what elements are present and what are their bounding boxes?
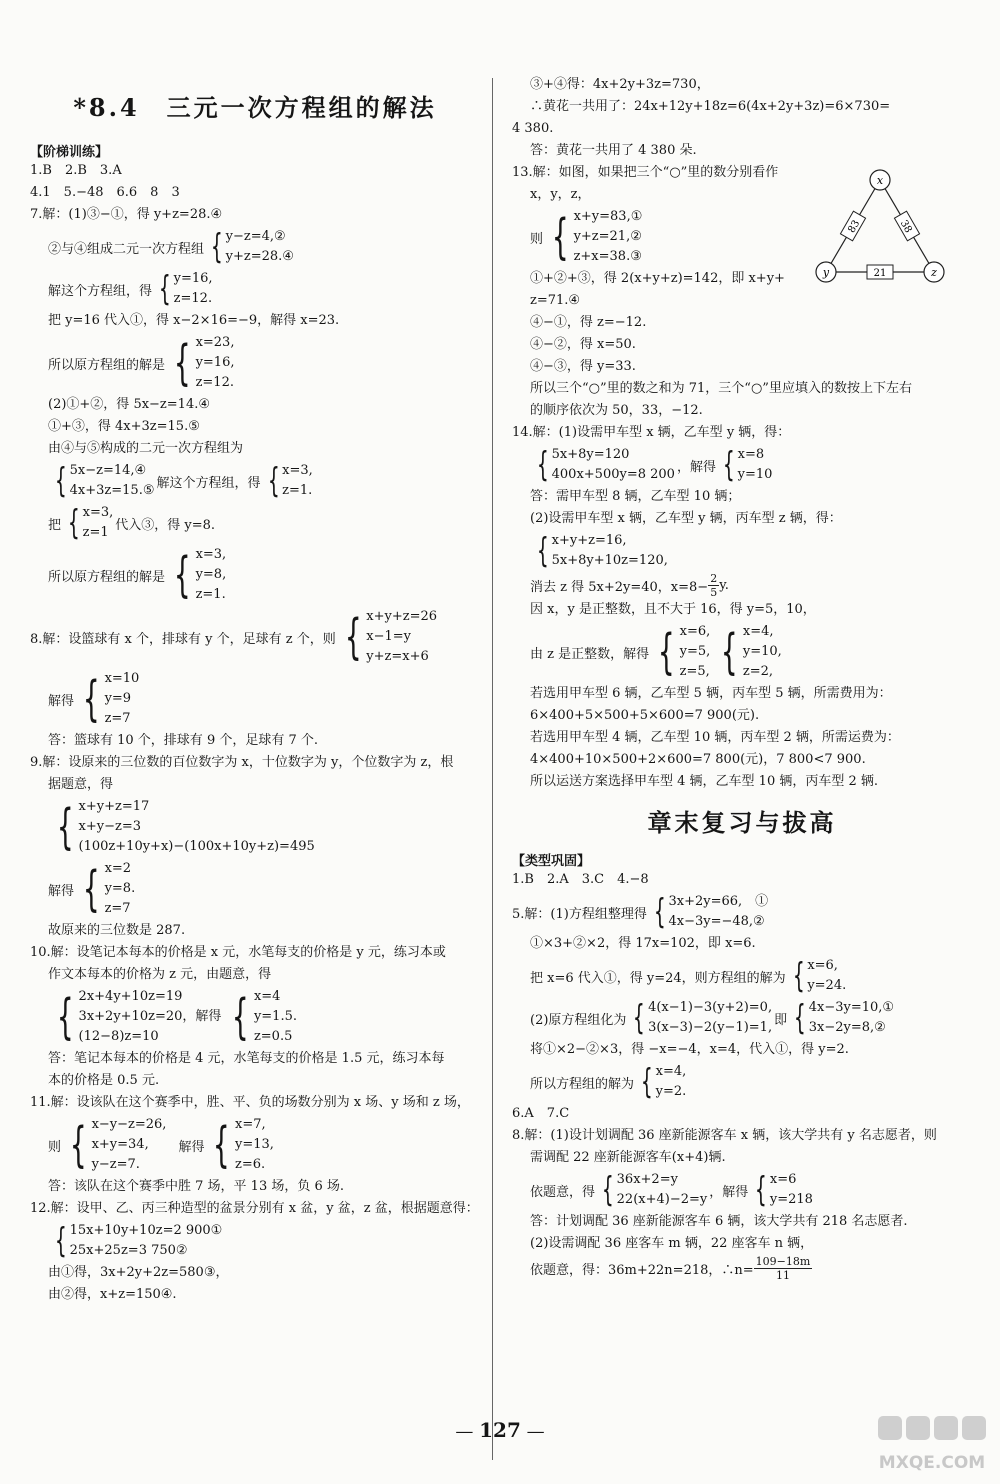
- review-q8-equation: 依题意，得：36m+22n=218，∴n= $\frac{109-18m}{11}$: [530, 1255, 811, 1282]
- q13-text-1: 13.解：如图，如果把三个“○”里的数分别看作: [512, 165, 779, 180]
- review-q8-part2: (2)设需调配 36 座客车 m 辆，22 座客车 n 辆，: [530, 1236, 814, 1251]
- page-number: — 127 —: [455, 1418, 545, 1442]
- q14-system-1: { 5x+8y=120 400x+500y=8 200 ，解得 { x=8 y=10: [536, 445, 773, 485]
- review-q5-step-3: 将①×2−②×3，得 −x=−4，x=4，代入①，得 y=2.: [530, 1042, 849, 1057]
- q14-answer-1: 答：需甲车型 8 辆，乙车型 10 辆；: [530, 489, 741, 504]
- section-review: 【类型巩固】: [512, 854, 591, 869]
- q7-part2-c: 由④与⑤构成的二元一次方程组为: [48, 441, 244, 456]
- q13-step-4: ④−②，得 x=50.: [530, 337, 636, 352]
- q10-text-2: 作文本每本的价格为 z 元，由题意，得: [48, 967, 272, 982]
- q14-cost-1: 若选用甲车型 6 辆，乙车型 5 辆，丙车型 5 辆，所需费用为：: [530, 686, 892, 701]
- q14-solutions: 由 z 是正整数，解得 { x=6, y=5, z=5, { x=4, y=10, z=2,: [530, 624, 782, 680]
- node-y: y: [822, 266, 830, 279]
- node-x: x: [876, 174, 884, 187]
- q13-conclusion-2: 的顺序依次为 50，33，−12.: [530, 403, 703, 418]
- q14-cost-4: 4×400+10×500+2×600=7 800(元)，7 800<7 900.: [530, 752, 866, 767]
- q7-answer-2: 所以原方程组的解是 { x=3, y=8, z=1.: [48, 547, 227, 603]
- q11-system: 则 { x−y−z=26, x+y=34, y−z=7. 解得 { x=7, y=13, z=6.: [48, 1117, 274, 1173]
- q12-system: { 15x+10y+10z=2 900① 25x+25z=3 750②: [54, 1221, 223, 1261]
- q13-step-1: ①+②+③，得 2(x+y+z)=142，即 x+y+: [530, 271, 785, 286]
- page-title: *8.4 三元一次方程组的解法: [73, 93, 437, 122]
- q14-eliminate: 消去 z 得 5x+2y=40，x=8− $\frac{2}{5}$ y.: [530, 572, 729, 599]
- q12-text: 12.解：设甲、乙、丙三种造型的盆景分别有 x 盆，y 盆，z 盆，根据题意得：: [30, 1201, 479, 1216]
- q13-step-2: z=71.④: [530, 293, 581, 308]
- q7-answer-1: 所以原方程组的解是 { x=23, y=16, z=12.: [48, 335, 235, 391]
- answer-4-6: 4.1 5.−48 6.6 8 3: [30, 185, 180, 200]
- watermark-logo: [872, 1412, 990, 1478]
- review-q5-part2: (2)原方程组化为 { 4(x−1)−3(y+2)=0, 3(x−3)−2(y−1)=1, 即 { 4x−3y=10,① 3x−2y=8,②: [530, 998, 895, 1038]
- q13-step-3: ④−①，得 z=−12.: [530, 315, 647, 330]
- q9-text-2: 据题意，得: [48, 777, 114, 792]
- q11-answer: 答：该队在这个赛季中胜 7 场，平 13 场，负 6 场.: [48, 1179, 345, 1194]
- q7-substitute-2: 把 { x=3, z=1 代入③，得 y=8.: [48, 503, 216, 543]
- q14-cost-3: 若选用甲车型 4 辆，乙车型 10 辆，丙车型 2 辆，所需运费为：: [530, 730, 900, 745]
- q8-setup: 8.解：设篮球有 x 个，排球有 y 个，足球有 z 个，则 { x+y+z=26 x−1=y y+z=x+6: [30, 609, 438, 665]
- q10-answer-1: 答：笔记本每本的价格是 4 元，水笔每支的价格是 1.5 元，练习本每: [48, 1051, 445, 1066]
- q9-solution: 解得 { x=2 y=8. z=7: [48, 861, 136, 917]
- q14-conclusion: 所以运送方案选择甲车型 4 辆，乙车型 10 辆，丙车型 2 辆.: [530, 774, 879, 789]
- q14-system-2: { x+y+z=16, 5x+8y+10z=120,: [536, 531, 668, 571]
- q14-part2: (2)设需甲车型 x 辆，乙车型 y 辆，丙车型 z 辆，得：: [530, 511, 842, 526]
- q10-system: { 2x+4y+10z=19 3x+2y+10z=20，解得 (12−8)z=10 { x=4 y=1.5. z=0.5: [56, 989, 297, 1045]
- review-q5-step-2: 把 x=6 代入①，得 y=24，则方程组的解为 { x=6, y=24.: [530, 956, 847, 996]
- svg-text:MXQE.COM: MXQE.COM: [878, 1453, 986, 1473]
- answer-1-3: 1.B 2.B 3.A: [30, 163, 122, 178]
- q12-step-4: ∴黄花一共用了：24x+12y+18z=6(4x+2y+3z)=6×730=: [530, 99, 891, 114]
- review-q8-answer: 答：计划调配 36 座新能源客车 6 辆，该大学共有 218 名志愿者.: [530, 1214, 908, 1229]
- q11-text: 11.解：设该队在这个赛季中，胜、平、负的场数分别为 x 场、y 场和 z 场，: [30, 1095, 470, 1110]
- q7-solution-a: 解这个方程组，得 { y=16, z=12.: [48, 269, 213, 309]
- review-q5-step-1: ①×3+②×2，得 17x=102，即 x=6.: [530, 936, 756, 951]
- q14-cost-2: 6×400+5×500+5×600=7 900(元).: [530, 708, 760, 723]
- q7-part2-b: ①+③，得 4x+3z=15.⑤: [48, 419, 200, 434]
- q13-step-5: ④−③，得 y=33.: [530, 359, 636, 374]
- review-answer-1-4: 1.B 2.A 3.C 4.−8: [512, 872, 649, 887]
- column-divider: [492, 78, 493, 1460]
- q9-text-1: 9.解：设原来的三位数的百位数字为 x，十位数字为 y，个位数字为 z，根: [30, 755, 454, 770]
- edge-label-xy: 83: [846, 218, 863, 236]
- q12-step-3: ③+④得：4x+2y+3z=730，: [530, 77, 710, 92]
- q13-system: 则 { x+y=83,① y+z=21,② z+x=38.③: [530, 209, 643, 265]
- q13-text-2: x，y，z，: [530, 187, 591, 202]
- node-z: z: [931, 266, 937, 279]
- q12-step-5: 4 380.: [512, 121, 554, 136]
- q13-conclusion-1: 所以三个“○”里的数之和为 71，三个“○”里应填入的数按上下左右: [530, 381, 912, 396]
- q10-text-1: 10.解：设笔记本每本的价格是 x 元，水笔每支的价格是 y 元，练习本或: [30, 945, 446, 960]
- edge-label-xz: 38: [897, 218, 914, 236]
- review-q5-answer: 所以方程组的解为 { x=4, y=2.: [530, 1062, 687, 1102]
- q12-answer: 答：黄花一共用了 4 380 朵.: [530, 143, 697, 158]
- review-title: 章末复习与拔高: [647, 808, 837, 837]
- review-q5-setup: 5.解：(1)方程组整理得 { 3x+2y=66, ① 4x−3y=−48,②: [512, 892, 769, 932]
- review-q8-system: 依题意，得 { 36x+2=y 22(x+4)−2=y ，解得 { x=6 y=218: [530, 1170, 813, 1210]
- q7-system-a: ②与④组成二元一次方程组 { y−z=4,② y+z=28.④: [48, 227, 294, 267]
- triangle-figure: [812, 168, 962, 288]
- q14-integer: 因 x，y 是正整数，且不大于 16，得 y=5，10，: [530, 602, 816, 617]
- q7-system-b: { 5x−z=14,④ 4x+3z=15.⑤ 解这个方程组，得 { x=3, z=1.: [54, 461, 313, 501]
- review-q8-text-1: 8.解：(1)设计划调配 36 座新能源客车 x 辆，该大学共有 y 名志愿者，则: [512, 1128, 937, 1143]
- q8-answer: 答：篮球有 10 个，排球有 9 个，足球有 7 个.: [48, 733, 319, 748]
- q7-step1: 7.解：(1)③−①，得 y+z=28.④: [30, 207, 223, 222]
- q7-substitute: 把 y=16 代入①，得 x−2×16=−9，解得 x=23.: [48, 313, 340, 328]
- section-ladder: 【阶梯训练】: [30, 145, 109, 160]
- review-q8-text-2: 需调配 22 座新能源客车(x+4)辆.: [530, 1150, 726, 1165]
- q9-answer: 故原来的三位数是 287.: [48, 923, 186, 938]
- q14-text: 14.解：(1)设需甲车型 x 辆，乙车型 y 辆，得：: [512, 425, 791, 440]
- q12-step-2: 由②得，x+z=150④.: [48, 1287, 177, 1302]
- review-answer-6-7: 6.A 7.C: [512, 1106, 570, 1121]
- q12-step-1: 由①得，3x+2y+2z=580③，: [48, 1265, 229, 1280]
- q9-system: { x+y+z=17 x+y−z=3 (100z+10y+x)−(100x+10y+z)=495: [56, 799, 315, 855]
- edge-label-yz: 21: [873, 268, 887, 279]
- left-column: [30, 0, 480, 1306]
- q7-part2-a: (2)①+②，得 5x−z=14.④: [48, 397, 211, 412]
- q8-solution: 解得 { x=10 y=9 z=7: [48, 671, 140, 727]
- q10-answer-2: 本的价格是 0.5 元.: [48, 1073, 160, 1088]
